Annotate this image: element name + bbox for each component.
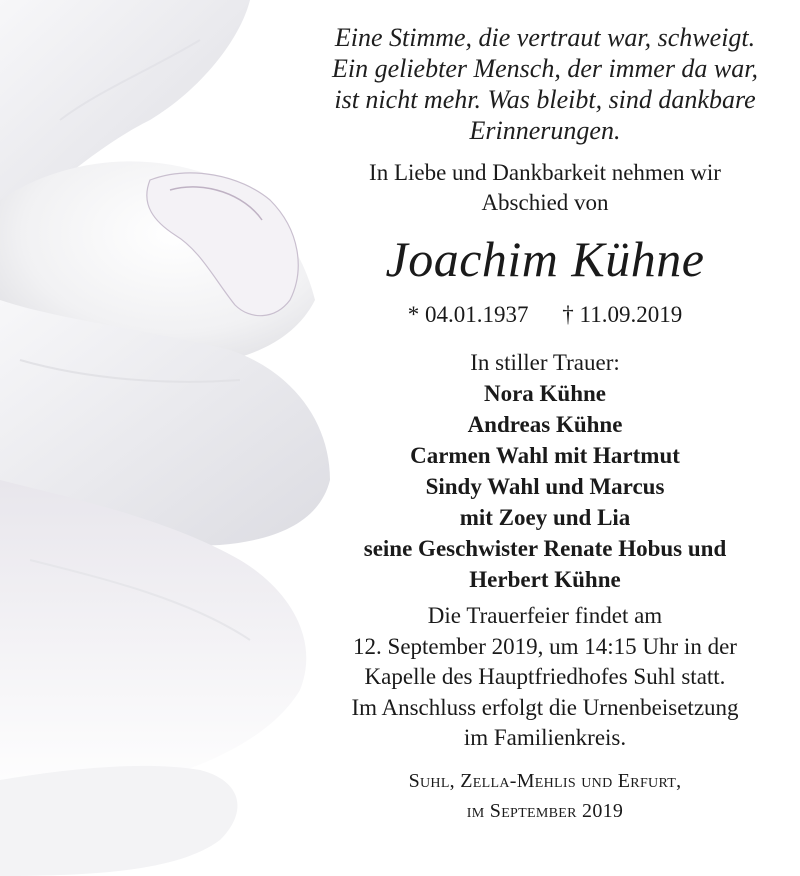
poem-line: Eine Stimme, die vertraut war, schweigt.	[334, 23, 756, 52]
service-line: Kapelle des Hauptfriedhofes Suhl statt.	[364, 664, 726, 689]
mourner: Sindy Wahl und Marcus	[425, 474, 665, 499]
date-line: im September 2019	[466, 799, 624, 822]
intro-line: In Liebe und Dankbarkeit nehmen wir	[369, 160, 721, 185]
mourners-list	[300, 378, 790, 595]
intro-line: Abschied von	[481, 190, 609, 215]
obituary-text	[300, 0, 790, 876]
deceased-name: Joachim Kühne	[385, 231, 705, 287]
mourner: seine Geschwister Renate Hobus und	[363, 536, 727, 561]
intro-text	[300, 158, 790, 218]
mourner: Carmen Wahl mit Hartmut	[410, 443, 680, 468]
place-and-date	[300, 766, 790, 826]
mourner: Herbert Kühne	[469, 567, 621, 592]
life-dates	[300, 300, 790, 330]
service-line: 12. September 2019, um 14:15 Uhr in der	[353, 633, 737, 659]
poem-line: Ein geliebter Mensch, der immer da war,	[331, 54, 759, 83]
poem-line: Erinnerungen.	[469, 116, 621, 145]
service-line: Die Trauerfeier findet am	[427, 603, 663, 628]
poem-line: ist nicht mehr. Was bleibt, sind dankbare	[334, 85, 756, 114]
birth-date: * 04.01.1937	[407, 302, 529, 327]
place-line: Suhl, Zella-Mehlis und Erfurt,	[408, 769, 682, 792]
mourner: Nora Kühne	[483, 381, 607, 406]
mourner: mit Zoey und Lia	[459, 505, 631, 530]
mourner: Andreas Kühne	[467, 412, 623, 437]
mourning-heading: In stiller Trauer:	[470, 350, 620, 375]
service-info	[300, 601, 790, 754]
poem	[300, 22, 790, 146]
service-line: im Familienkreis.	[463, 725, 627, 750]
service-line: Im Anschluss erfolgt die Urnenbeisetzung	[351, 694, 739, 720]
white-rose-image	[0, 0, 340, 876]
death-date: † 11.09.2019	[562, 302, 683, 327]
